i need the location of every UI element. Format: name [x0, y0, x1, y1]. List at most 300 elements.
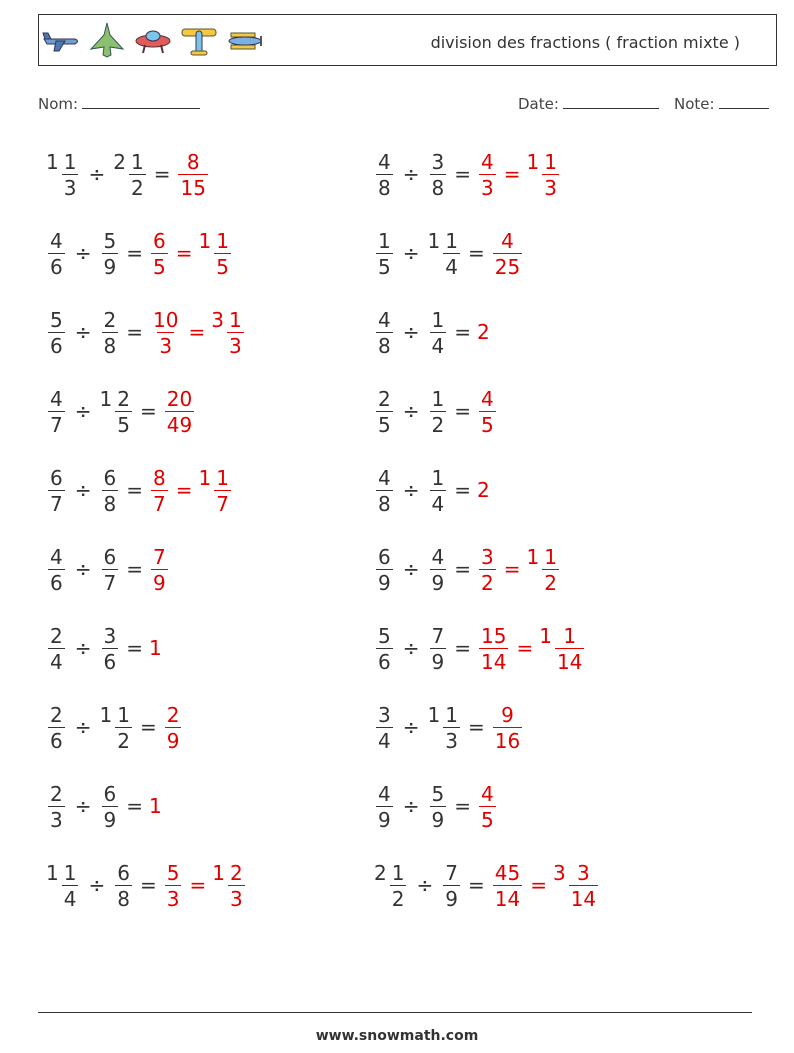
problem-8	[374, 381, 498, 441]
fraction-number	[212, 861, 246, 909]
fraction-number	[46, 703, 67, 751]
divide-sign: ÷	[416, 873, 434, 897]
fraction-number	[176, 150, 209, 198]
fraction	[430, 310, 447, 356]
equals-sign: =	[175, 478, 193, 502]
answer	[149, 794, 163, 818]
answer	[477, 387, 498, 435]
fraction-number	[163, 387, 196, 435]
fraction	[102, 468, 119, 514]
fraction	[376, 231, 393, 277]
numerator: 3	[577, 861, 590, 885]
numerator: 1	[431, 387, 445, 411]
numerator: 1	[63, 150, 77, 174]
denominator: 9	[378, 808, 391, 832]
answer	[491, 229, 524, 277]
divide-sign: ÷	[74, 399, 92, 423]
fraction	[376, 626, 393, 672]
fraction-number	[163, 703, 184, 751]
fraction	[376, 784, 393, 830]
denominator: 9	[445, 887, 458, 911]
equals-sign: =	[126, 478, 143, 502]
numerator: 4	[50, 387, 63, 411]
fraction-number	[428, 308, 449, 356]
problem-7	[46, 381, 196, 441]
fraction-number	[46, 387, 67, 435]
numerator: 8	[186, 150, 200, 174]
fraction-number	[428, 545, 449, 593]
fraction-number	[374, 466, 395, 514]
fraction-number	[46, 308, 67, 356]
fraction	[102, 231, 119, 277]
numerator: 5	[378, 624, 391, 648]
numerator: 1	[563, 624, 577, 648]
equals-sign: =	[467, 873, 485, 897]
fraction-number	[477, 782, 498, 830]
equals-sign: =	[153, 162, 171, 186]
denominator: 6	[50, 334, 63, 358]
fraction	[443, 863, 460, 909]
date-blank[interactable]	[563, 94, 659, 109]
fraction	[376, 310, 393, 356]
numerator: 2	[229, 861, 243, 885]
fraction	[376, 152, 393, 198]
equals-sign: =	[126, 241, 143, 265]
numerator: 4	[501, 229, 514, 253]
fraction	[151, 231, 168, 277]
fraction	[542, 152, 559, 198]
numerator: 7	[153, 545, 166, 569]
fraction	[48, 389, 65, 435]
fraction	[479, 152, 496, 198]
denominator: 5	[378, 413, 391, 437]
fraction	[390, 863, 407, 909]
fraction-number	[100, 387, 134, 435]
numerator: 1	[63, 861, 77, 885]
divide-sign: ÷	[402, 557, 420, 581]
equals-sign: =	[516, 636, 534, 660]
numerator: 6	[50, 466, 63, 490]
fraction	[165, 863, 182, 909]
biplane-icon	[225, 21, 265, 61]
fraction	[227, 310, 244, 356]
fraction-number	[46, 466, 67, 514]
fraction-number	[100, 229, 121, 277]
whole-part: 1	[149, 794, 162, 818]
denominator: 6	[378, 650, 391, 674]
equals-sign: =	[454, 399, 471, 423]
problem-16	[374, 697, 524, 757]
denominator: 8	[378, 176, 391, 200]
fraction-number	[46, 861, 80, 909]
numerator: 2	[378, 387, 391, 411]
whole-part: 1	[46, 861, 59, 885]
name-blank[interactable]	[82, 94, 200, 109]
equals-sign: =	[126, 794, 143, 818]
fraction	[555, 626, 584, 672]
problem-12	[374, 539, 561, 599]
whole-part: 1	[99, 703, 113, 727]
date-label: Date:	[518, 95, 559, 113]
fraction	[430, 626, 447, 672]
numerator: 6	[378, 545, 391, 569]
numerator: 2	[166, 703, 180, 727]
denominator: 3	[228, 334, 242, 358]
problem-19	[46, 855, 247, 915]
problem-11	[46, 539, 170, 599]
divide-sign: ÷	[402, 399, 420, 423]
numerator: 4	[50, 545, 63, 569]
numerator: 2	[50, 782, 63, 806]
denominator: 7	[216, 492, 229, 516]
answer	[149, 308, 246, 356]
name-label: Nom:	[38, 95, 79, 113]
fraction	[102, 310, 119, 356]
fraction-number	[149, 466, 170, 514]
denominator: 7	[153, 492, 166, 516]
fraction	[151, 310, 180, 356]
equals-sign: =	[454, 478, 471, 502]
fraction-number	[163, 861, 184, 909]
fraction	[443, 705, 460, 751]
answer	[176, 150, 209, 198]
numerator: 3	[431, 150, 445, 174]
fraction	[151, 468, 168, 514]
denominator: 14	[494, 887, 521, 911]
equals-sign: =	[126, 557, 143, 581]
answer	[163, 703, 184, 751]
equals-sign: =	[454, 320, 471, 344]
fraction-number	[428, 624, 449, 672]
answer	[477, 545, 561, 593]
denominator: 4	[50, 650, 63, 674]
whole-part: 1	[149, 636, 162, 660]
numerator: 6	[153, 229, 166, 253]
denominator: 15	[180, 176, 206, 200]
problem-6	[374, 302, 491, 362]
whole-part: 1	[427, 229, 441, 253]
footer-url: www.snowmath.com	[315, 1028, 479, 1044]
numerator: 45	[494, 861, 521, 885]
fraction-number	[46, 150, 80, 198]
numerator: 4	[378, 150, 391, 174]
denominator: 7	[50, 413, 63, 437]
fraction-number	[491, 703, 524, 751]
fraction-number	[477, 478, 491, 502]
answer	[149, 229, 233, 277]
problem-4	[374, 223, 524, 283]
grade-field	[674, 94, 769, 113]
divide-sign: ÷	[74, 715, 92, 739]
numerator: 4	[431, 545, 445, 569]
numerator: 6	[103, 545, 117, 569]
fraction	[62, 152, 79, 198]
equals-sign: =	[175, 241, 193, 265]
fraction	[376, 705, 393, 751]
numerator: 6	[103, 782, 117, 806]
fraction	[115, 705, 132, 751]
date-field	[518, 94, 659, 113]
fraction-number	[527, 150, 561, 198]
equals-sign: =	[126, 320, 143, 344]
numerator: 7	[431, 624, 445, 648]
divide-sign: ÷	[402, 794, 420, 818]
equals-sign: =	[530, 873, 547, 897]
problem-18	[374, 776, 498, 836]
fraction	[48, 547, 65, 593]
fraction	[48, 705, 65, 751]
numerator: 4	[481, 782, 494, 806]
whole-part: 1	[99, 387, 113, 411]
fraction-number	[374, 861, 408, 909]
denominator: 2	[481, 571, 494, 595]
fraction-number	[100, 782, 121, 830]
divide-sign: ÷	[74, 241, 92, 265]
fraction	[376, 389, 393, 435]
answer	[477, 624, 586, 672]
denominator: 6	[103, 650, 117, 674]
numerator: 6	[117, 861, 130, 885]
fraction-number	[374, 624, 395, 672]
whole-part: 1	[526, 545, 540, 569]
numerator: 1	[544, 545, 557, 569]
fraction-number	[46, 624, 67, 672]
fraction	[228, 863, 245, 909]
fraction	[48, 626, 65, 672]
fraction-number	[527, 545, 561, 593]
fraction	[214, 468, 231, 514]
equals-sign: =	[454, 636, 471, 660]
numerator: 6	[103, 466, 117, 490]
numerator: 1	[431, 466, 445, 490]
numerator: 3	[103, 624, 117, 648]
whole-part: 1	[46, 150, 59, 174]
numerator: 1	[445, 229, 458, 253]
fraction-number	[374, 387, 395, 435]
numerator: 1	[445, 703, 458, 727]
denominator: 3	[229, 887, 243, 911]
answer	[477, 782, 498, 830]
fraction-number	[374, 545, 395, 593]
fraction-number	[149, 636, 163, 660]
equals-sign: =	[503, 162, 521, 186]
fraction	[102, 547, 119, 593]
denominator: 2	[130, 176, 144, 200]
fraction	[430, 547, 447, 593]
fraction	[430, 389, 447, 435]
numerator: 5	[166, 861, 180, 885]
fraction	[48, 468, 65, 514]
denominator: 8	[103, 334, 117, 358]
numerator: 15	[481, 624, 507, 648]
fraction	[376, 468, 393, 514]
numerator: 1	[391, 861, 405, 885]
equals-sign: =	[126, 636, 143, 660]
numerator: 4	[481, 150, 494, 174]
divide-sign: ÷	[74, 794, 92, 818]
equals-sign: =	[188, 320, 206, 344]
fraction-number	[149, 229, 170, 277]
denominator: 4	[445, 255, 458, 279]
fraction	[62, 863, 79, 909]
denominator: 3	[63, 176, 77, 200]
fraction	[430, 468, 447, 514]
problem-3	[46, 223, 233, 283]
denominator: 9	[431, 650, 445, 674]
fraction-number	[553, 861, 600, 909]
footer-divider	[38, 1012, 752, 1013]
answer	[163, 861, 247, 909]
denominator: 4	[63, 887, 77, 911]
divide-sign: ÷	[74, 320, 92, 344]
denominator: 2	[391, 887, 405, 911]
equals-sign: =	[454, 794, 471, 818]
denominator: 9	[431, 571, 445, 595]
whole-part: 1	[198, 466, 212, 490]
header-box	[38, 14, 777, 66]
denominator: 8	[431, 176, 445, 200]
divide-sign: ÷	[74, 557, 92, 581]
fraction	[493, 705, 522, 751]
fraction	[115, 863, 132, 909]
numerator: 3	[481, 545, 494, 569]
fraction-number	[199, 229, 233, 277]
fraction-number	[100, 466, 121, 514]
worksheet-title: division des fractions ( fraction mixte )	[430, 33, 740, 52]
numerator: 4	[378, 466, 391, 490]
divide-sign: ÷	[402, 320, 420, 344]
fraction-number	[477, 624, 510, 672]
denominator: 3	[445, 729, 458, 753]
fraction-number	[477, 320, 491, 344]
numerator: 2	[103, 308, 117, 332]
divide-sign: ÷	[74, 478, 92, 502]
numerator: 2	[50, 624, 63, 648]
fraction	[129, 152, 146, 198]
numerator: 4	[378, 308, 391, 332]
fraction-number	[113, 150, 147, 198]
fraction	[178, 152, 207, 198]
whole-part: 2	[477, 478, 490, 502]
fraction	[479, 784, 496, 830]
numerator: 5	[50, 308, 63, 332]
fraction	[102, 784, 119, 830]
fraction-number	[477, 150, 498, 198]
fraction-number	[199, 466, 233, 514]
fraction-number	[100, 624, 121, 672]
denominator: 3	[159, 334, 173, 358]
divide-sign: ÷	[402, 478, 420, 502]
fraction	[102, 626, 119, 672]
denominator: 4	[431, 492, 445, 516]
numerator: 9	[501, 703, 514, 727]
denominator: 5	[216, 255, 229, 279]
numerator: 8	[153, 466, 166, 490]
fraction-number	[374, 150, 395, 198]
denominator: 3	[481, 176, 494, 200]
denominator: 9	[431, 808, 445, 832]
divide-sign: ÷	[88, 873, 106, 897]
fraction	[151, 547, 168, 593]
fraction-number	[374, 308, 395, 356]
fighter-jet-icon	[87, 21, 127, 61]
equals-sign: =	[467, 715, 485, 739]
fraction-number	[113, 861, 134, 909]
fraction-number	[477, 387, 498, 435]
numerator: 1	[117, 703, 130, 727]
denominator: 14	[570, 887, 597, 911]
equals-sign: =	[189, 873, 207, 897]
denominator: 6	[50, 571, 63, 595]
fraction-number	[374, 703, 395, 751]
numerator: 1	[216, 229, 229, 253]
denominator: 5	[378, 255, 391, 279]
icon-strip	[41, 21, 265, 61]
answer	[149, 466, 233, 514]
whole-part: 2	[374, 861, 387, 885]
numerator: 20	[166, 387, 193, 411]
denominator: 9	[166, 729, 180, 753]
denominator: 2	[431, 413, 445, 437]
denominator: 14	[481, 650, 507, 674]
whole-part: 3	[211, 308, 224, 332]
answer	[477, 150, 561, 198]
fraction-number	[374, 782, 395, 830]
numerator: 4	[481, 387, 494, 411]
denominator: 3	[544, 176, 557, 200]
divide-sign: ÷	[74, 636, 92, 660]
problem-2	[374, 144, 561, 204]
problem-10	[374, 460, 491, 520]
denominator: 5	[481, 413, 494, 437]
problem-17	[46, 776, 163, 836]
fraction	[165, 705, 182, 751]
denominator: 9	[103, 808, 117, 832]
numerator: 1	[228, 308, 242, 332]
problem-5	[46, 302, 246, 362]
whole-part: 1	[198, 229, 212, 253]
fraction-number	[149, 308, 182, 356]
fraction	[569, 863, 598, 909]
flying-saucer-plane-icon	[133, 21, 173, 61]
whole-part: 1	[539, 624, 552, 648]
divide-sign: ÷	[402, 241, 420, 265]
denominator: 8	[378, 334, 391, 358]
denominator: 6	[50, 729, 63, 753]
grade-label: Note:	[674, 95, 715, 113]
whole-part: 2	[113, 150, 126, 174]
problem-15	[46, 697, 183, 757]
denominator: 7	[103, 571, 117, 595]
equals-sign: =	[467, 241, 485, 265]
fraction-number	[428, 387, 449, 435]
airplane-icon	[41, 21, 81, 61]
fraction-number	[46, 545, 67, 593]
problem-1	[46, 144, 210, 204]
numerator: 2	[117, 387, 130, 411]
divide-sign: ÷	[402, 636, 420, 660]
numerator: 1	[130, 150, 144, 174]
denominator: 4	[431, 334, 445, 358]
problem-13	[46, 618, 163, 678]
grade-blank[interactable]	[719, 94, 769, 109]
numerator: 1	[431, 308, 445, 332]
fraction-number	[491, 861, 524, 909]
denominator: 3	[50, 808, 63, 832]
fraction-number	[46, 782, 67, 830]
denominator: 2	[117, 729, 130, 753]
whole-part: 1	[526, 150, 540, 174]
